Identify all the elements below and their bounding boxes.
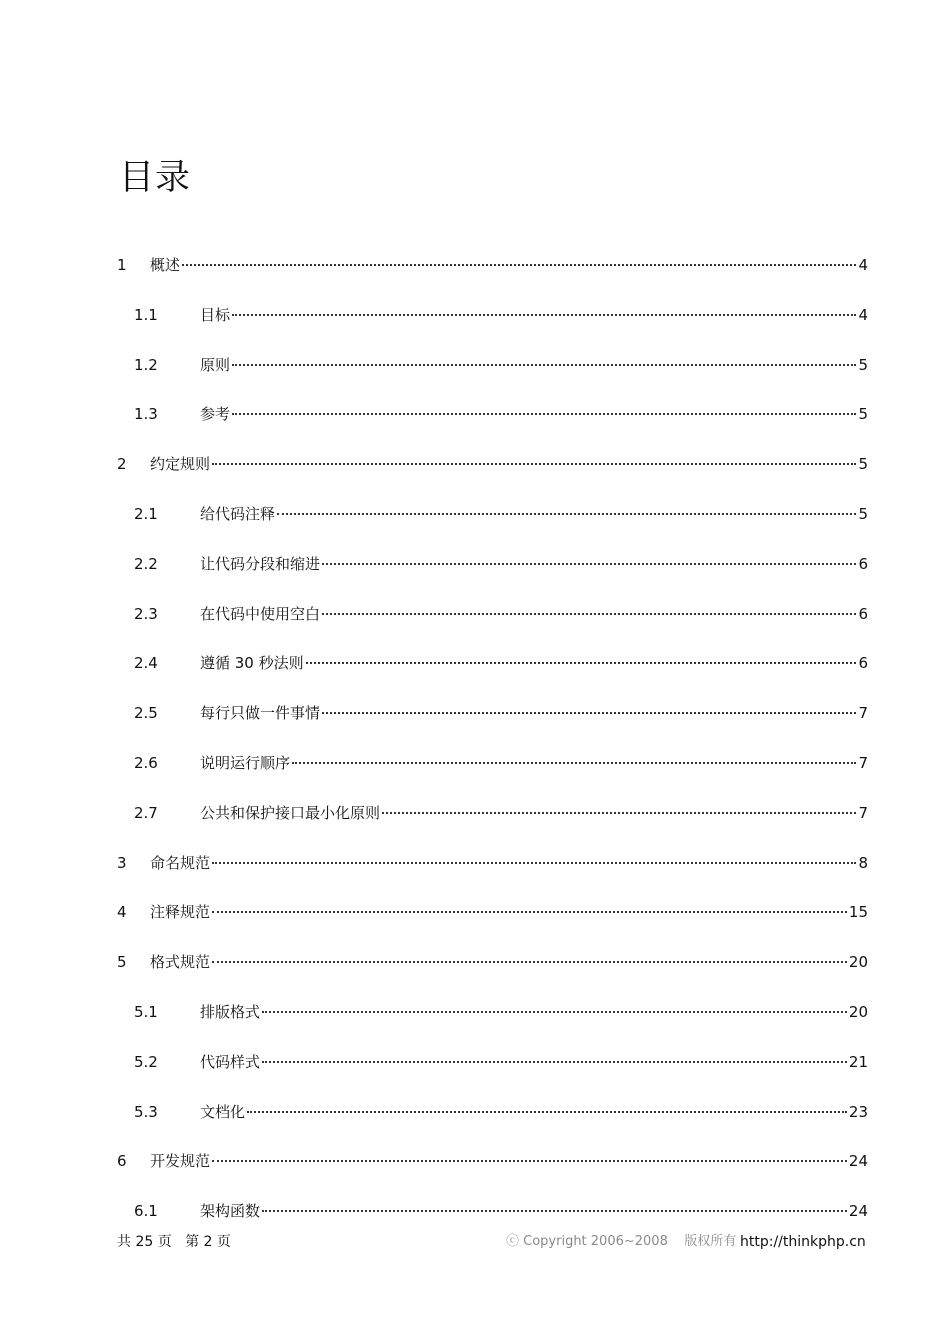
toc-dot-leader — [262, 1061, 847, 1063]
toc-entry[interactable] — [0, 701, 950, 725]
toc-entry-number: 5.1 — [134, 1003, 158, 1021]
toc-entry[interactable] — [0, 253, 950, 277]
toc-entry-body — [150, 452, 868, 476]
toc-entry[interactable] — [0, 751, 950, 775]
toc-entry-label: 目标 — [200, 306, 231, 324]
toc-entry-label: 给代码注释 — [200, 505, 276, 523]
toc-entry-number: 2.1 — [134, 505, 158, 523]
toc-entry-label: 在代码中使用空白 — [200, 605, 321, 623]
toc-entry-label: 约定规则 — [150, 455, 211, 473]
toc-entry-label: 遵循 30 秒法则 — [200, 654, 304, 672]
toc-entry-body — [200, 651, 868, 675]
toc-dot-leader — [212, 463, 856, 465]
toc-dot-leader — [212, 911, 847, 913]
toc-dot-leader — [277, 513, 856, 515]
toc-entry-page: 6 — [858, 605, 868, 623]
toc-dot-leader — [182, 264, 856, 266]
toc-entry-body — [200, 751, 868, 775]
toc-entry-label: 架构函数 — [200, 1202, 261, 1220]
toc-entry-body — [200, 353, 868, 377]
toc-entry[interactable] — [0, 502, 950, 526]
toc-entry[interactable] — [0, 950, 950, 974]
toc-entry[interactable] — [0, 851, 950, 875]
toc-entry-page: 6 — [858, 654, 868, 672]
toc-entry-body — [150, 950, 868, 974]
toc-entry-page: 21 — [848, 1053, 868, 1071]
toc-entry[interactable] — [0, 651, 950, 675]
toc-entry-label: 原则 — [200, 356, 231, 374]
toc-entry[interactable] — [0, 1149, 950, 1173]
toc-dot-leader — [262, 1011, 847, 1013]
toc-entry-number: 1 — [117, 256, 127, 274]
toc-entry-body — [200, 1050, 868, 1074]
toc-dot-leader — [306, 662, 857, 664]
toc-entry-number: 2.7 — [134, 804, 158, 822]
toc-entry-page: 24 — [848, 1152, 868, 1170]
toc-entry-body — [200, 701, 868, 725]
toc-entry-body — [150, 900, 868, 924]
toc-entry-page: 5 — [858, 405, 868, 423]
toc-entry-page: 6 — [858, 555, 868, 573]
toc-dot-leader — [212, 961, 847, 963]
toc-entry-number: 5 — [117, 953, 127, 971]
toc-entry-page: 24 — [848, 1202, 868, 1220]
toc-entry-page: 15 — [848, 903, 868, 921]
toc-entry-page: 7 — [858, 754, 868, 772]
toc-entry-label: 格式规范 — [150, 953, 211, 971]
toc-entry-page: 5 — [858, 505, 868, 523]
toc-entry-page: 4 — [858, 306, 868, 324]
toc-dot-leader — [322, 712, 856, 714]
toc-dot-leader — [247, 1111, 847, 1113]
toc-entry-page: 20 — [848, 953, 868, 971]
toc-entry[interactable] — [0, 402, 950, 426]
toc-entry-number: 6 — [117, 1152, 127, 1170]
toc-entry-label: 命名规范 — [150, 854, 211, 872]
toc-entry-number: 3 — [117, 854, 127, 872]
toc-entry-body — [200, 303, 868, 327]
toc-entry-number: 2.5 — [134, 704, 158, 722]
toc-entry-page: 20 — [848, 1003, 868, 1021]
toc-entry[interactable] — [0, 900, 950, 924]
toc-entry[interactable] — [0, 552, 950, 576]
website-link[interactable]: http://thinkphp.cn — [740, 1234, 866, 1250]
toc-entry-label: 说明运行顺序 — [200, 754, 291, 772]
page-count: 共 25 页 第 2 页 — [117, 1234, 231, 1250]
toc-entry-body — [150, 253, 868, 277]
copyright-notice: ⓒ Copyright 2006~2008 版权所有 — [506, 1234, 737, 1249]
toc-entry-label: 让代码分段和缩进 — [200, 555, 321, 573]
toc-dot-leader — [232, 314, 856, 316]
toc-entry-number: 2 — [117, 455, 127, 473]
toc-entry-page: 7 — [858, 804, 868, 822]
toc-entry[interactable] — [0, 303, 950, 327]
toc-entry-body — [200, 1100, 868, 1124]
toc-entry-page: 7 — [858, 704, 868, 722]
toc-entry-number: 2.4 — [134, 654, 158, 672]
toc-entry-number: 5.3 — [134, 1103, 158, 1121]
toc-entry-body — [200, 602, 868, 626]
toc-entry-number: 2.6 — [134, 754, 158, 772]
toc-entry-body — [200, 502, 868, 526]
toc-entry[interactable] — [0, 1000, 950, 1024]
toc-entry-body — [200, 801, 868, 825]
toc-dot-leader — [212, 862, 856, 864]
toc-entry-body — [200, 402, 868, 426]
toc-entry-label: 每行只做一件事情 — [200, 704, 321, 722]
toc-dot-leader — [382, 812, 856, 814]
toc-dot-leader — [212, 1160, 847, 1162]
toc-entry-body — [200, 1000, 868, 1024]
toc-entry-number: 2.3 — [134, 605, 158, 623]
toc-entry-label: 代码样式 — [200, 1053, 261, 1071]
toc-dot-leader — [292, 762, 856, 764]
toc-entry-number: 5.2 — [134, 1053, 158, 1071]
toc-entry-label: 公共和保护接口最小化原则 — [200, 804, 381, 822]
toc-dot-leader — [322, 613, 856, 615]
toc-entry-page: 5 — [858, 356, 868, 374]
toc-entry-label: 文档化 — [200, 1103, 246, 1121]
toc-entry-number: 1.1 — [134, 306, 158, 324]
toc-dot-leader — [262, 1210, 847, 1212]
toc-entry-body — [200, 1199, 868, 1223]
toc-entry-label: 注释规范 — [150, 903, 211, 921]
page-title: 目录 — [119, 158, 192, 198]
toc-entry[interactable] — [0, 1199, 950, 1223]
toc-entry[interactable] — [0, 452, 950, 476]
toc-entry[interactable] — [0, 1050, 950, 1074]
toc-entry-page: 23 — [848, 1103, 868, 1121]
toc-entry-number: 2.2 — [134, 555, 158, 573]
toc-dot-leader — [322, 563, 856, 565]
toc-entry-body — [150, 851, 868, 875]
page-footer — [0, 1230, 950, 1254]
toc-entry[interactable] — [0, 602, 950, 626]
toc-entry[interactable] — [0, 801, 950, 825]
toc-entry[interactable] — [0, 353, 950, 377]
toc-entry-body — [150, 1149, 868, 1173]
toc-entry-page: 5 — [858, 455, 868, 473]
toc-entry-number: 1.3 — [134, 405, 158, 423]
toc-entry-label: 开发规范 — [150, 1152, 211, 1170]
toc-dot-leader — [232, 413, 856, 415]
toc-entry-page: 8 — [858, 854, 868, 872]
toc-entry-page: 4 — [858, 256, 868, 274]
toc-entry-label: 概述 — [150, 256, 181, 274]
toc-entry-number: 6.1 — [134, 1202, 158, 1220]
toc-entry-number: 1.2 — [134, 356, 158, 374]
toc-entry-label: 参考 — [200, 405, 231, 423]
toc-entry[interactable] — [0, 1100, 950, 1124]
toc-entry-number: 4 — [117, 903, 127, 921]
toc-entry-label: 排版格式 — [200, 1003, 261, 1021]
toc-dot-leader — [232, 364, 856, 366]
toc-entry-body — [200, 552, 868, 576]
